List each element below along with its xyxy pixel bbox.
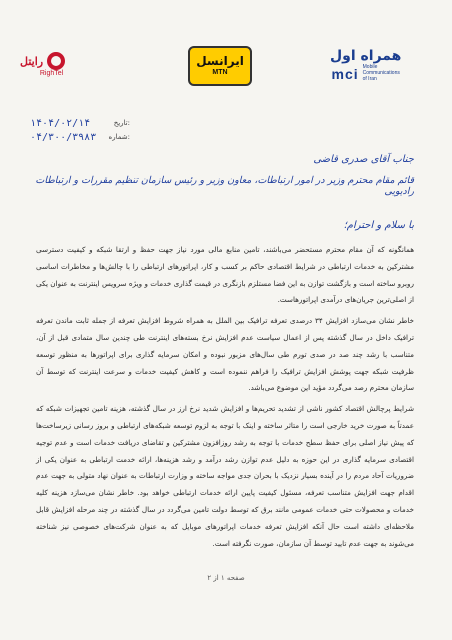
irancell-logo-en: MTN — [212, 69, 228, 76]
mtn-badge — [188, 46, 252, 86]
irancell-logo — [188, 46, 252, 86]
righttel-logo-fa: رایتل — [20, 55, 44, 68]
righttel-logo — [20, 52, 65, 77]
mci-sub-3: of Iran — [362, 76, 377, 82]
number-label: شماره: — [108, 133, 130, 141]
righttel-ring-icon — [47, 52, 65, 70]
irancell-logo-fa: ایرانسل — [196, 54, 244, 68]
letter-body — [36, 242, 414, 556]
righttel-logo-en: RighTel — [39, 70, 64, 77]
paragraph-1: همانگونه که آن مقام محترم مستحضر می‌باشند، تامین منابع مالی مورد نیاز جهت حفظ و ارتقا شبکه و کیفیت دسترسی مشترکین به خدمات ارتباطی در شرایط اقتصادی حاکم بر کسب و کار، اپراتورهای ارتباطی را با چالش‌ها و مخاطرات اساسی روبرو ساخته است و بازگشت توازن به این فضا مستلزم بازنگری در قیمت گذاری خدمات و ویژه سرویس اینترنت به عنوان یکی از اصلی‌ترین جریان‌های درآمدی اپراتورهاست. — [36, 245, 414, 305]
mci-sub-2: Communications — [362, 70, 400, 76]
number-value: ۰۴/۳۰۰/۳۹۸۳ — [30, 131, 97, 143]
recipient-title: قائم مقام محترم وزیر در امور ارتباطات، معاون وزیر و رئیس سازمان تنظیم مقررات و ارتباطات رادیویی — [35, 175, 414, 197]
mci-logo-fa: همراه اول — [330, 48, 402, 64]
letterhead — [0, 38, 452, 100]
date-value: ۱۴۰۴/۰۲/۱۴ — [30, 117, 91, 129]
greeting: با سلام و احترام؛ — [343, 220, 414, 231]
paragraph-2: خاطر نشان می‌سازد افزایش ۳۴ درصدی تعرفه ترافیک بین الملل به همراه شروط افزایش تعرفه از جمله ثابت ماندن تعرفه ترافیک داخل در سال گذشته پس از اعمال سیاست عدم افزایش نرخ بسته‌های اینترنت طی چندین سال متمادی قبل از آن، متناسب با رشد چند صد در صدی تورم طی سال‌های مزبور نبوده و امکان سرمایه گذاری برای اپراتورها به منظور توسعه ظرفیت شبکه جهت پوشش افزایش ترافیک را فراهم ننموده است و کاهش کیفیت خدمات و سرعت اینترنت که توسط آن سازمان محترم رصد می‌گردد مؤید این موضوع می‌باشد. — [36, 316, 414, 393]
recipient-block — [34, 154, 414, 197]
number-row — [30, 130, 130, 144]
mci-sub-1: Mobile — [362, 64, 378, 70]
date-label: تاریخ: — [113, 119, 130, 127]
mci-logo-en: mci — [331, 66, 359, 82]
paragraph-3: شرایط پرچالش اقتصاد کشور ناشی از تشدید تحریم‌ها و افزایش شدید نرخ ارز در سال گذشته، هزینه تامین تجهیزات شبکه که عمدتاً به صورت خرید خارجی است را متاثر ساخته و اینک با توجه به لزوم توسعه شبکه‌های ارتباطی و بروز رسانی زیرساخت‌ها که پیش نیاز اصلی برای حفظ سطح خدمات با توجه به رشد روزافزون مشترکین و تقاضای دریافت خدمات است و عدم توجیه اقتصادی سرمایه گذاری در این حوزه به دلیل عدم توازن رشد درآمد و رشد هزینه‌ها، ارائه خدمت ارتباطی به عنوان یکی از ضروریات آحاد مردم را در آینده بسیار نزدیک با بحران جدی مواجه ساخته و وزارت ارتباطات به عنوان نهاد متولی به جهت عدم اقدام جهت افزایش متناسب تعرفه، مسئول کیفیت پایین ارائه خدمات ارتباطی خواهد بود. خاطر نشان می‌سازد هزینه کلیه خدمات و محصولات حتی خدمات عمومی مانند برق که توسط دولت تامین می‌گردد در سال گذشته در چند مرحله افزایش قابل ملاحظه‌ای داشته است حال آنکه افزایش تعرفه خدمات اپراتورهای موبایل که به عنوان شرکت‌های خصوصی نیز شناخته می‌شوند به جهت عدم تایید توسط آن سازمان، صورت نگرفته است. — [36, 404, 414, 548]
page-number: صفحه ۱ از ۲ — [207, 574, 245, 582]
recipient-name: جناب آقای صدری قاضی — [313, 154, 414, 165]
mci-logo — [330, 48, 401, 82]
date-row — [30, 116, 130, 130]
letter-meta — [30, 116, 130, 144]
